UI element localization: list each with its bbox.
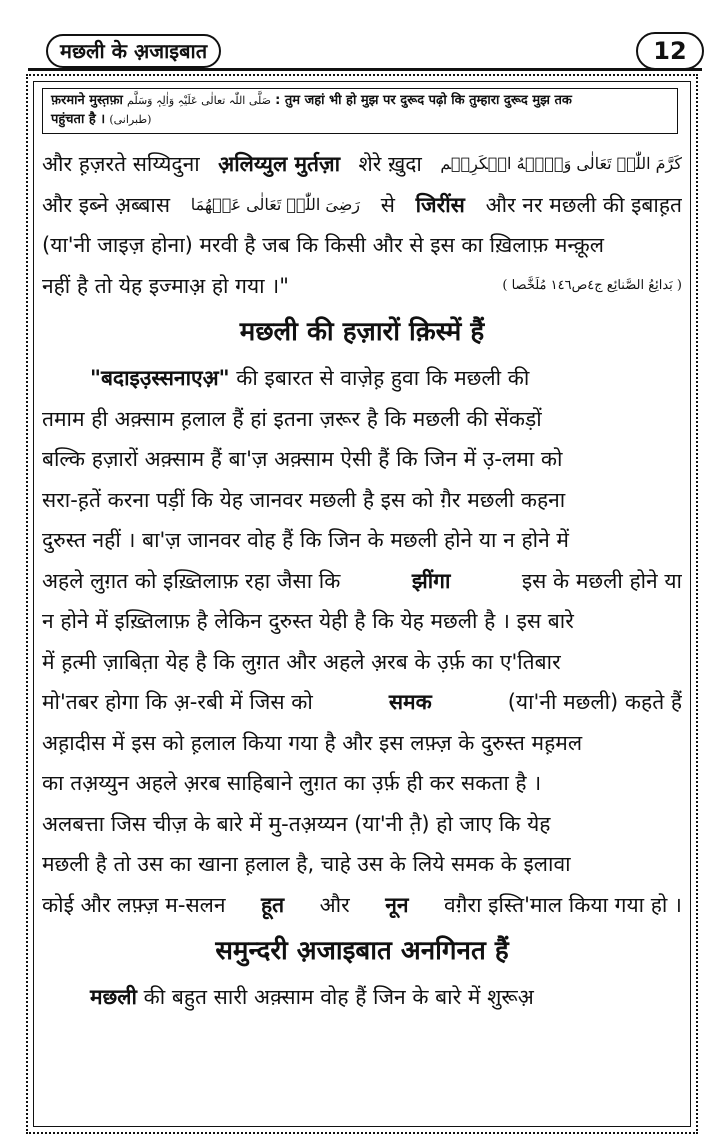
name-ali: अ़लिय्युल मुर्तज़ा [218, 152, 341, 176]
arabic-honorific: رَضِیَ اللّٰہُ تَعَالٰی عَنۡھُمَا [190, 194, 360, 214]
term-machhli: मछली [90, 985, 137, 1009]
arabic-honorific: كَرَّمَ اللّٰہُ تَعَالٰی وَجۡہَهُ الۡکَرِیۡم [440, 154, 682, 173]
text-line: मछली है तो उस का खाना ह़लाल है, चाहे उस के लिये समक के इलावा [42, 852, 571, 876]
term-noon: नून [385, 892, 409, 917]
term-jheenga: झींगा [411, 568, 451, 593]
farmaan-salawat: صَلَّی اللّٰہ تعالٰی عَلَیْہِ وَاٰلِہٖ وَسَلَّم [127, 94, 271, 107]
text-line: न होने में इख़्तिलाफ़ है लेकिन दुरुस्त येही है कि येह मछली है । इस बारे [42, 609, 574, 633]
farmaan-ref: (طبرانی) [109, 113, 152, 126]
text-line: और ह़ज़रते सय्यिदुना अ़लिय्युल मुर्तज़ा शेरे ख़ुदा كَرَّمَ اللّٰہُ تَعَالٰی وَجۡہَهُ الۡکَرِیۡم [42, 144, 682, 185]
text-line: (या'नी जाइज़ होना) मरवी है जब कि किसी और से इस का ख़िलाफ़ मन्क़ूल [42, 233, 604, 257]
header-divider [28, 68, 702, 71]
text-line: दुरुस्त नहीं । बा'ज़ जानवर वोह हैं कि जिन के मछली होने या न होने में [42, 528, 569, 552]
farmaan-text-2: पहुंचता है । [51, 112, 106, 127]
term-hoot: हूत [261, 892, 285, 917]
text-line: अह़ादीस में इस को ह़लाल किया गया है और इस लफ़्ज़ के दुरुस्त मह़मल [42, 730, 583, 755]
text-line: सरा-ह़तें करना पड़ीं कि येह जानवर मछली है इस को ग़ैर मछली कहना [42, 487, 566, 512]
page-number: 12 [636, 32, 704, 70]
text-line: और इब्ने अ़ब्बास رَضِیَ اللّٰہُ تَعَالٰی عَنۡھُمَا से जिरींस और नर मछली की इबाह़त [42, 185, 682, 226]
section-heading: समुन्दरी अ़जाइबात अनगिनत हैं [215, 936, 509, 966]
farmaan-box [42, 88, 678, 134]
text-line: अहले लुग़त को इख़्तिलाफ़ रहा जैसा कि झींगा इस के मछली होने या [42, 561, 682, 602]
section-heading: मछली की हज़ारों क़िस्में हैं [239, 317, 485, 347]
book-title: "बदाइउ़स्सनाएअ़" [90, 366, 230, 390]
text-line: नहीं है तो येह इज्माअ़ हो गया ।" ( بَدائِعُ الصَّنائِع ج٤ص١٤٦ مُلَخَّصا ) [42, 266, 682, 307]
page-body [42, 144, 682, 1018]
text-line: मो'तबर होगा कि अ़-रबी में जिस को समक (या'नी मछली) कहते हैं [42, 682, 682, 723]
text-line: तमाम ही अक़्साम ह़लाल हैं हां इतना ज़रूर है कि मछली की सेंकड़ों [42, 406, 542, 431]
farmaan-label: फ़रमाने मुस्त़फ़ा [51, 93, 123, 108]
term-samak: समक [388, 690, 432, 714]
text-line: अलबत्ता जिस चीज़ के बारे में मु-तअ़य्यन (या'नी तै़) हो जाए कि येह [42, 811, 551, 836]
text-line: कोई और लफ़्ज़ म-सलन हूत और नून वग़ैरा इस्ति'माल किया गया हो । [42, 885, 682, 926]
page-header-title: मछली के अ़जाइबात [46, 34, 221, 68]
text-line: में ह़त्मी ज़ाबित़ा येह है कि लुग़त और अहले अ़रब के उ़र्फ़ का ए'तिबार [42, 649, 561, 674]
text-line: मछली की बहुत सारी अक़्साम वोह हैं जिन के बारे में शुरूअ़ [42, 977, 682, 1018]
text-line: "बदाइउ़स्सनाएअ़" की इबारत से वाज़ेह़ हुवा कि मछली की [42, 358, 682, 399]
citation: ( بَدائِعُ الصَّنائِع ج٤ص١٤٦ مُلَخَّصا ) [502, 277, 682, 293]
term-jirrees: जिरींस [415, 192, 465, 217]
text-line: का तअ़य्युन अहले अ़रब साहिबाने लुग़त का उ़र्फ़ ही कर सकता है । [42, 771, 542, 795]
farmaan-text-1: : तुम जहां भी हो मुझ पर दुरूद पढ़ो कि तुम्हारा दुरूद मुझ तक [275, 93, 572, 108]
text-line: बल्कि हज़ारों अक़्साम हैं बा'ज़ अक़्साम ऐसी हैं कि जिन में उ़-लमा को [42, 447, 563, 471]
